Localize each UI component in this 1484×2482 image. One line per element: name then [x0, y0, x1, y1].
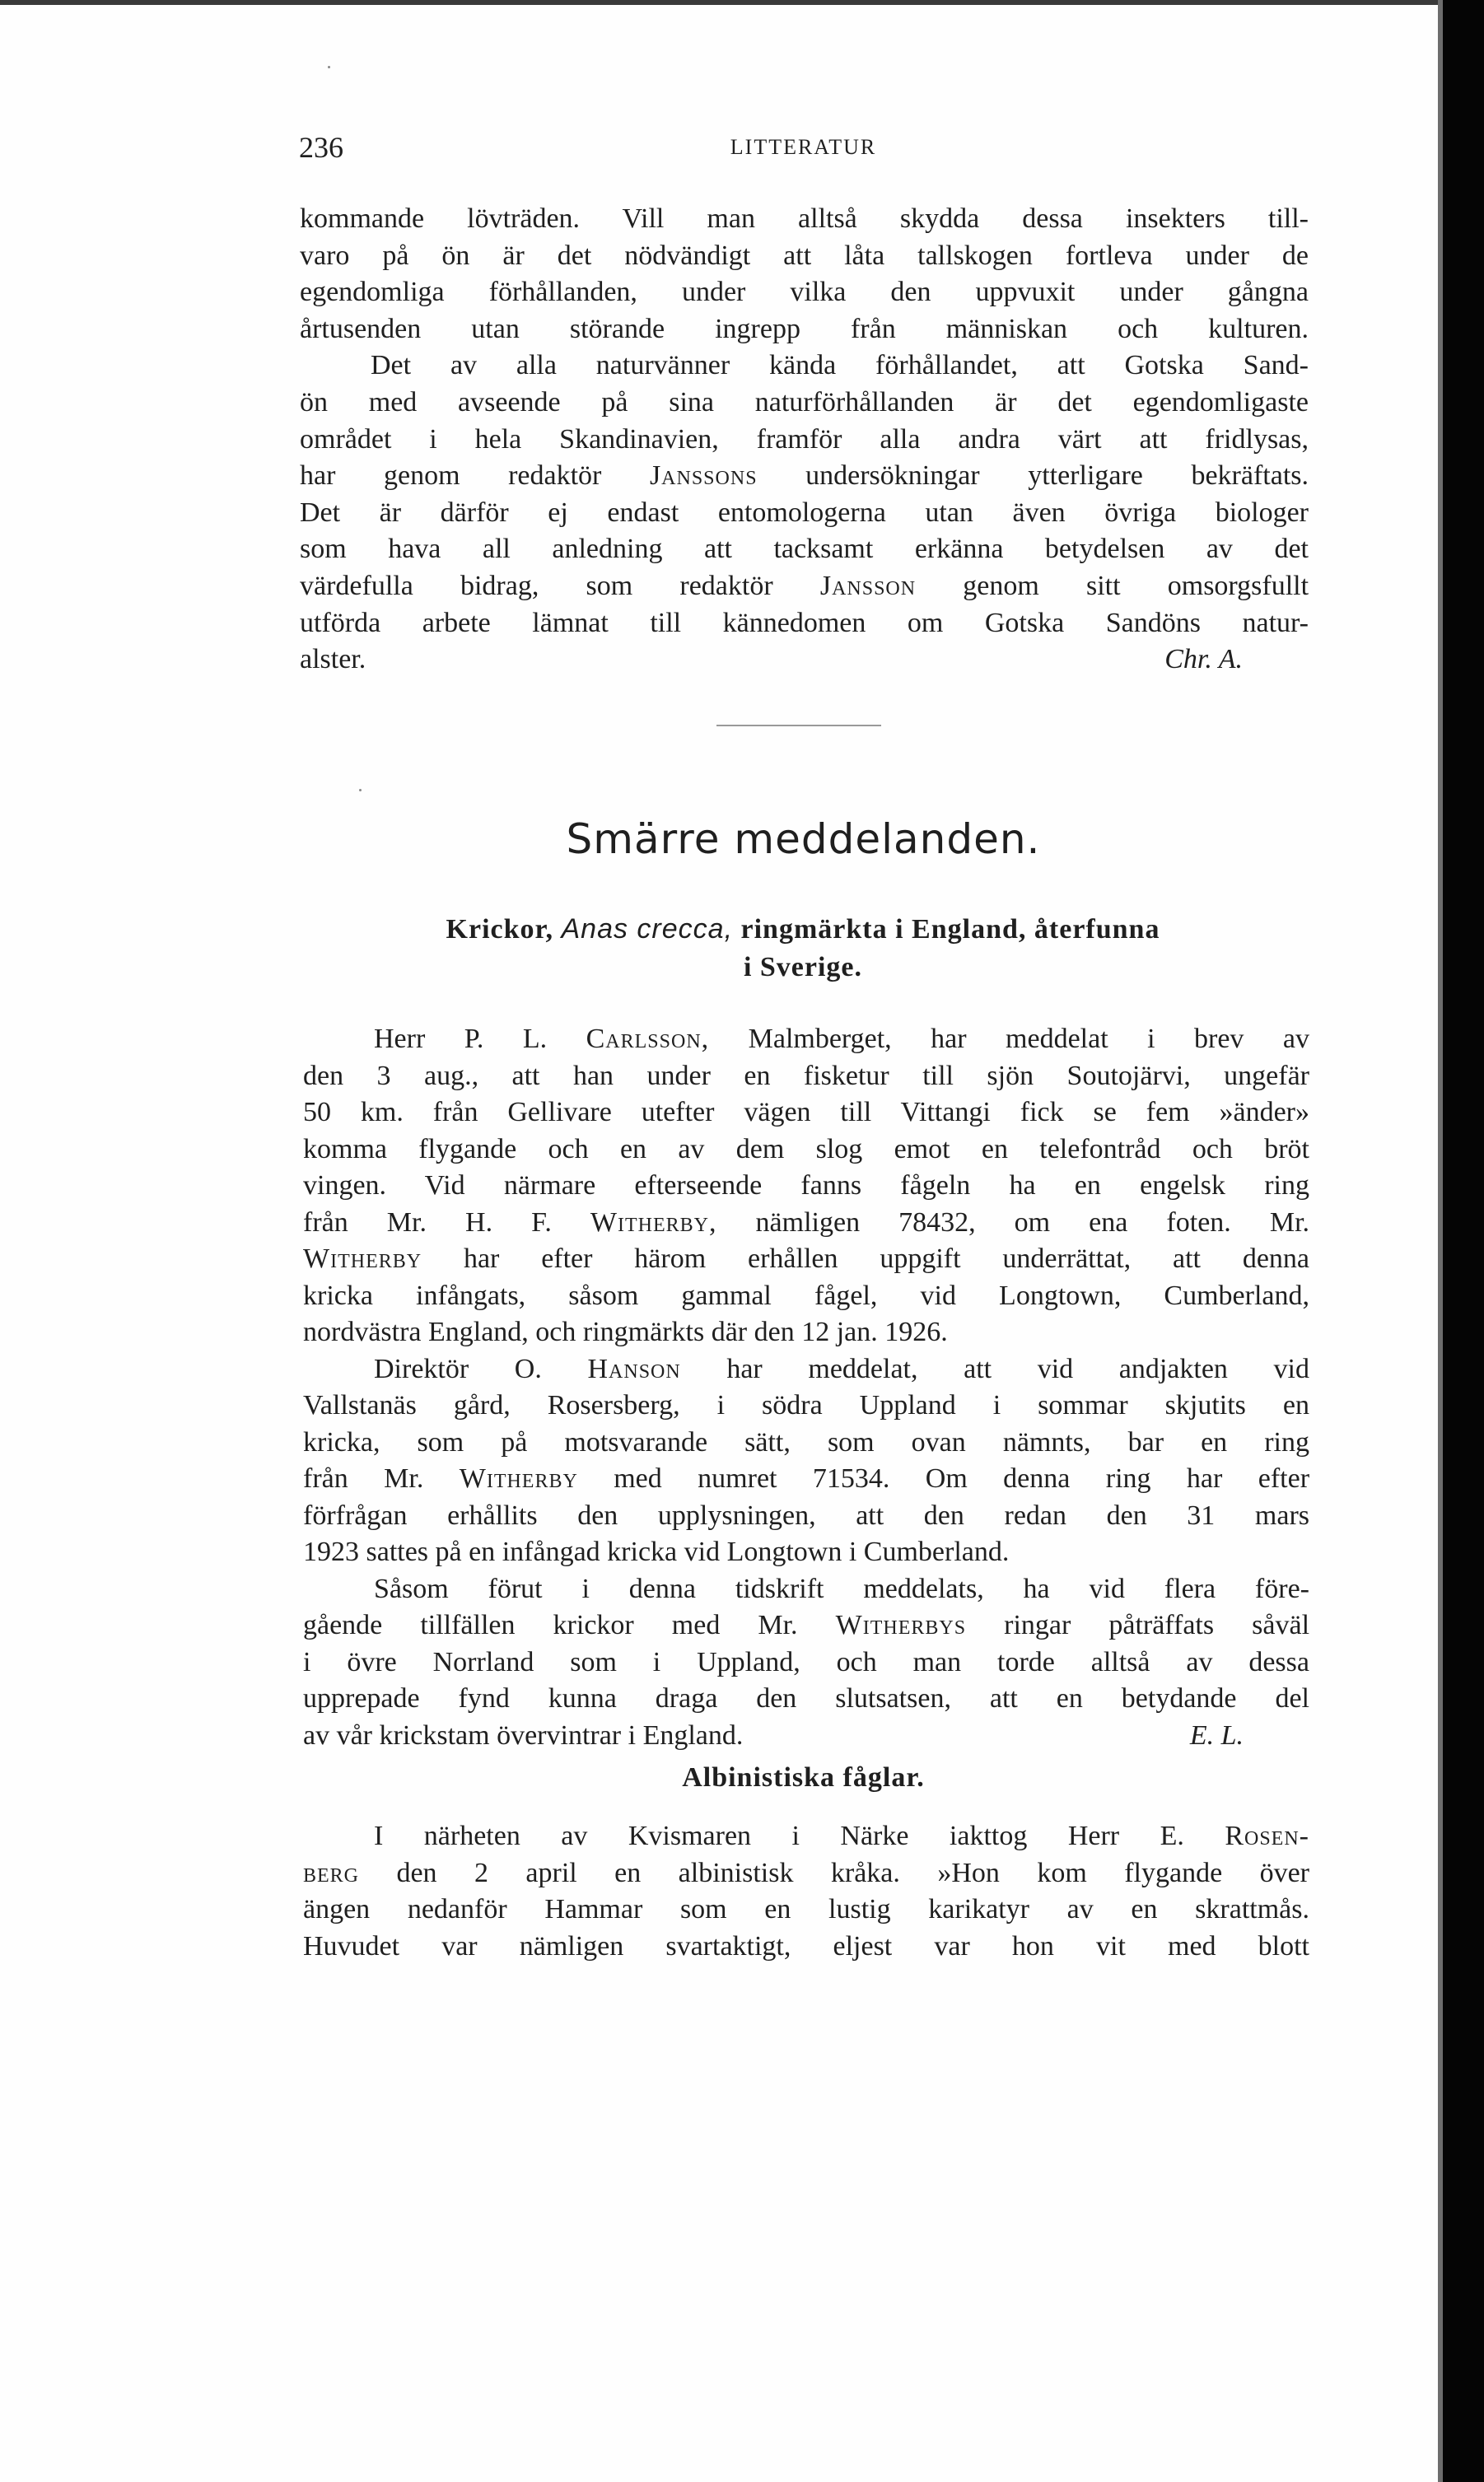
text-segment: med numret 71534. Om denna ring har efter [614, 1463, 1310, 1494]
text-line: komma flygande och en av dem slog emot en telefontråd och bröt [303, 1133, 1309, 1164]
text-segment: har genom redaktör [300, 460, 602, 492]
text-segment: undersökningar ytterligare bekräftats. [805, 460, 1309, 492]
heading-segment: i Sverige. [743, 952, 863, 982]
text-segment: genom sitt omsorgsfullt [963, 570, 1309, 601]
article-body [303, 1818, 1309, 1965]
person-name: Witherbys [835, 1610, 967, 1640]
person-name: Rosen- [1225, 1821, 1309, 1851]
person-name: Hanson [587, 1353, 681, 1384]
signature-line [300, 641, 1309, 679]
text-line: Vallstanäs gård, Rosersberg, i södra Uppland i sommar skjutits en [303, 1390, 1309, 1421]
text-line: Det är därför ej endast entomologerna utan även övriga biologer [300, 497, 1309, 528]
signature-line [303, 1718, 1309, 1755]
text-segment: Malmberget, har meddelat i brev av [748, 1024, 1309, 1054]
text-line: egendomliga förhållanden, under vilka den uppvuxit under gångna [300, 277, 1309, 308]
text-segment: värdefulla bidrag, som redaktör [300, 570, 773, 601]
text-segment: Direktör O. [374, 1353, 542, 1384]
running-head: LITTERATUR [730, 135, 877, 159]
text-line [303, 1855, 1309, 1892]
text-segment: ringar påträffats såväl [1004, 1610, 1310, 1640]
text-line [300, 568, 1309, 605]
text-segment: har efter härom erhållen uppgift underrättat, att denna [463, 1243, 1309, 1274]
text-line: utförda arbete lämnat till kännedomen om Gotska Sandöns natur- [300, 607, 1309, 638]
article-heading: Albinistiska fåglar. [682, 1762, 925, 1793]
text-line: årtusenden utan störande ingrepp från människan och kulturen. [300, 313, 1309, 344]
text-line: Det av alla naturvänner kända förhållandet, att Gotska Sand- [371, 350, 1309, 381]
text-segment: från Mr. H. F. [303, 1206, 552, 1238]
text-line: den 3 aug., att han under en fisketur till sjön Soutojärvi, ungefär [303, 1060, 1309, 1091]
text-line: kricka infångats, såsom gammal fågel, vid Longtown, Cumberland, [303, 1280, 1309, 1311]
text-segment: gående tillfällen krickor med Mr. [303, 1610, 798, 1640]
text-line: ön med avseende på sina naturförhållanden är det egendomligaste [300, 386, 1309, 418]
text-line: Huvudet var nämligen svartaktigt, eljest var hon vit med blott [303, 1930, 1309, 1962]
section-divider [716, 725, 881, 726]
text-line: av vår krickstam övervintrar i England. [303, 1719, 744, 1751]
text-line [303, 1351, 1309, 1388]
person-name: berg [303, 1857, 360, 1888]
text-line: som hava all anledning att tacksamt erkänna betydelsen av det [300, 534, 1309, 565]
text-line [303, 1818, 1309, 1855]
page-header [299, 130, 1308, 166]
person-name: Carlsson, [586, 1024, 710, 1054]
text-line: vingen. Vid närmare efterseende fanns fågeln ha en engelsk ring [303, 1170, 1309, 1201]
text-line [303, 1241, 1309, 1278]
text-line [300, 458, 1309, 495]
species-name: Anas crecca, [561, 913, 734, 945]
heading-segment: Krickor, [446, 914, 553, 945]
review-text [300, 201, 1309, 679]
text-line: kricka, som på motsvarande sätt, som ovan nämnts, bar en ring [303, 1426, 1309, 1458]
scan-right-border [1443, 0, 1484, 2482]
text-line: 1923 sattes på en infångad kricka vid Longtown i Cumberland. [303, 1537, 1010, 1567]
page-number: 236 [299, 131, 343, 164]
text-line: alster. [300, 644, 366, 675]
text-segment: från Mr. [303, 1463, 424, 1494]
text-line: kommande lövträden. Vill man alltså skydda dessa insekters till- [300, 203, 1309, 234]
scan-speck [359, 789, 362, 791]
text-line: Såsom förut i denna tidskrift meddelats, ha vid flera före- [374, 1573, 1309, 1604]
text-line: 50 km. från Gellivare utefter vägen till Vittangi fick se fem »änder» [303, 1097, 1309, 1127]
text-line [303, 1461, 1309, 1498]
text-segment: den 2 april en albinistisk kråka. »Hon kom flygande över [396, 1857, 1310, 1888]
scan-speck [328, 66, 330, 68]
text-line [303, 1607, 1309, 1645]
text-segment: har meddelat, att vid andjakten vid [726, 1353, 1309, 1384]
author-name: Janssons [649, 460, 758, 492]
text-segment: nämligen 78432, om ena foten. Mr. [755, 1206, 1310, 1238]
article-heading [313, 910, 1293, 987]
signature: Chr. A. [1164, 644, 1243, 675]
text-segment: Herr P. L. [374, 1024, 548, 1054]
author-name: Jansson [819, 570, 917, 601]
text-segment: I närheten av Kvismaren i Närke iakttog Herr E. [374, 1821, 1184, 1851]
person-name: Witherby, [590, 1206, 717, 1238]
section-title: Smärre meddelanden. [566, 815, 1041, 863]
heading-segment: ringmärkta i England, återfunna [740, 914, 1160, 945]
text-line [303, 1205, 1309, 1242]
person-name: Witherby [303, 1243, 422, 1274]
person-name: Witherby [459, 1463, 578, 1494]
text-line: varo på ön är det nödvändigt att låta tallskogen fortleva under de [300, 240, 1309, 271]
text-line [303, 1021, 1309, 1058]
article-body [303, 1021, 1309, 1754]
text-line: förfrågan erhållits den upplysningen, att den redan den 31 mars [303, 1500, 1309, 1531]
text-line: upprepade fynd kunna draga den slutsatsen, att en betydande del [303, 1683, 1309, 1714]
signature: E. L. [1189, 1719, 1244, 1751]
text-line: nordvästra England, och ringmärkts där den 12 jan. 1926. [303, 1317, 948, 1347]
text-line: området i hela Skandinavien, framför alla andra värt att fridlysas, [300, 423, 1309, 455]
text-line: i övre Norrland som i Uppland, och man torde alltså av dessa [303, 1646, 1309, 1677]
text-line: ängen nedanför Hammar som en lustig karikatyr av en skrattmås. [303, 1894, 1309, 1924]
